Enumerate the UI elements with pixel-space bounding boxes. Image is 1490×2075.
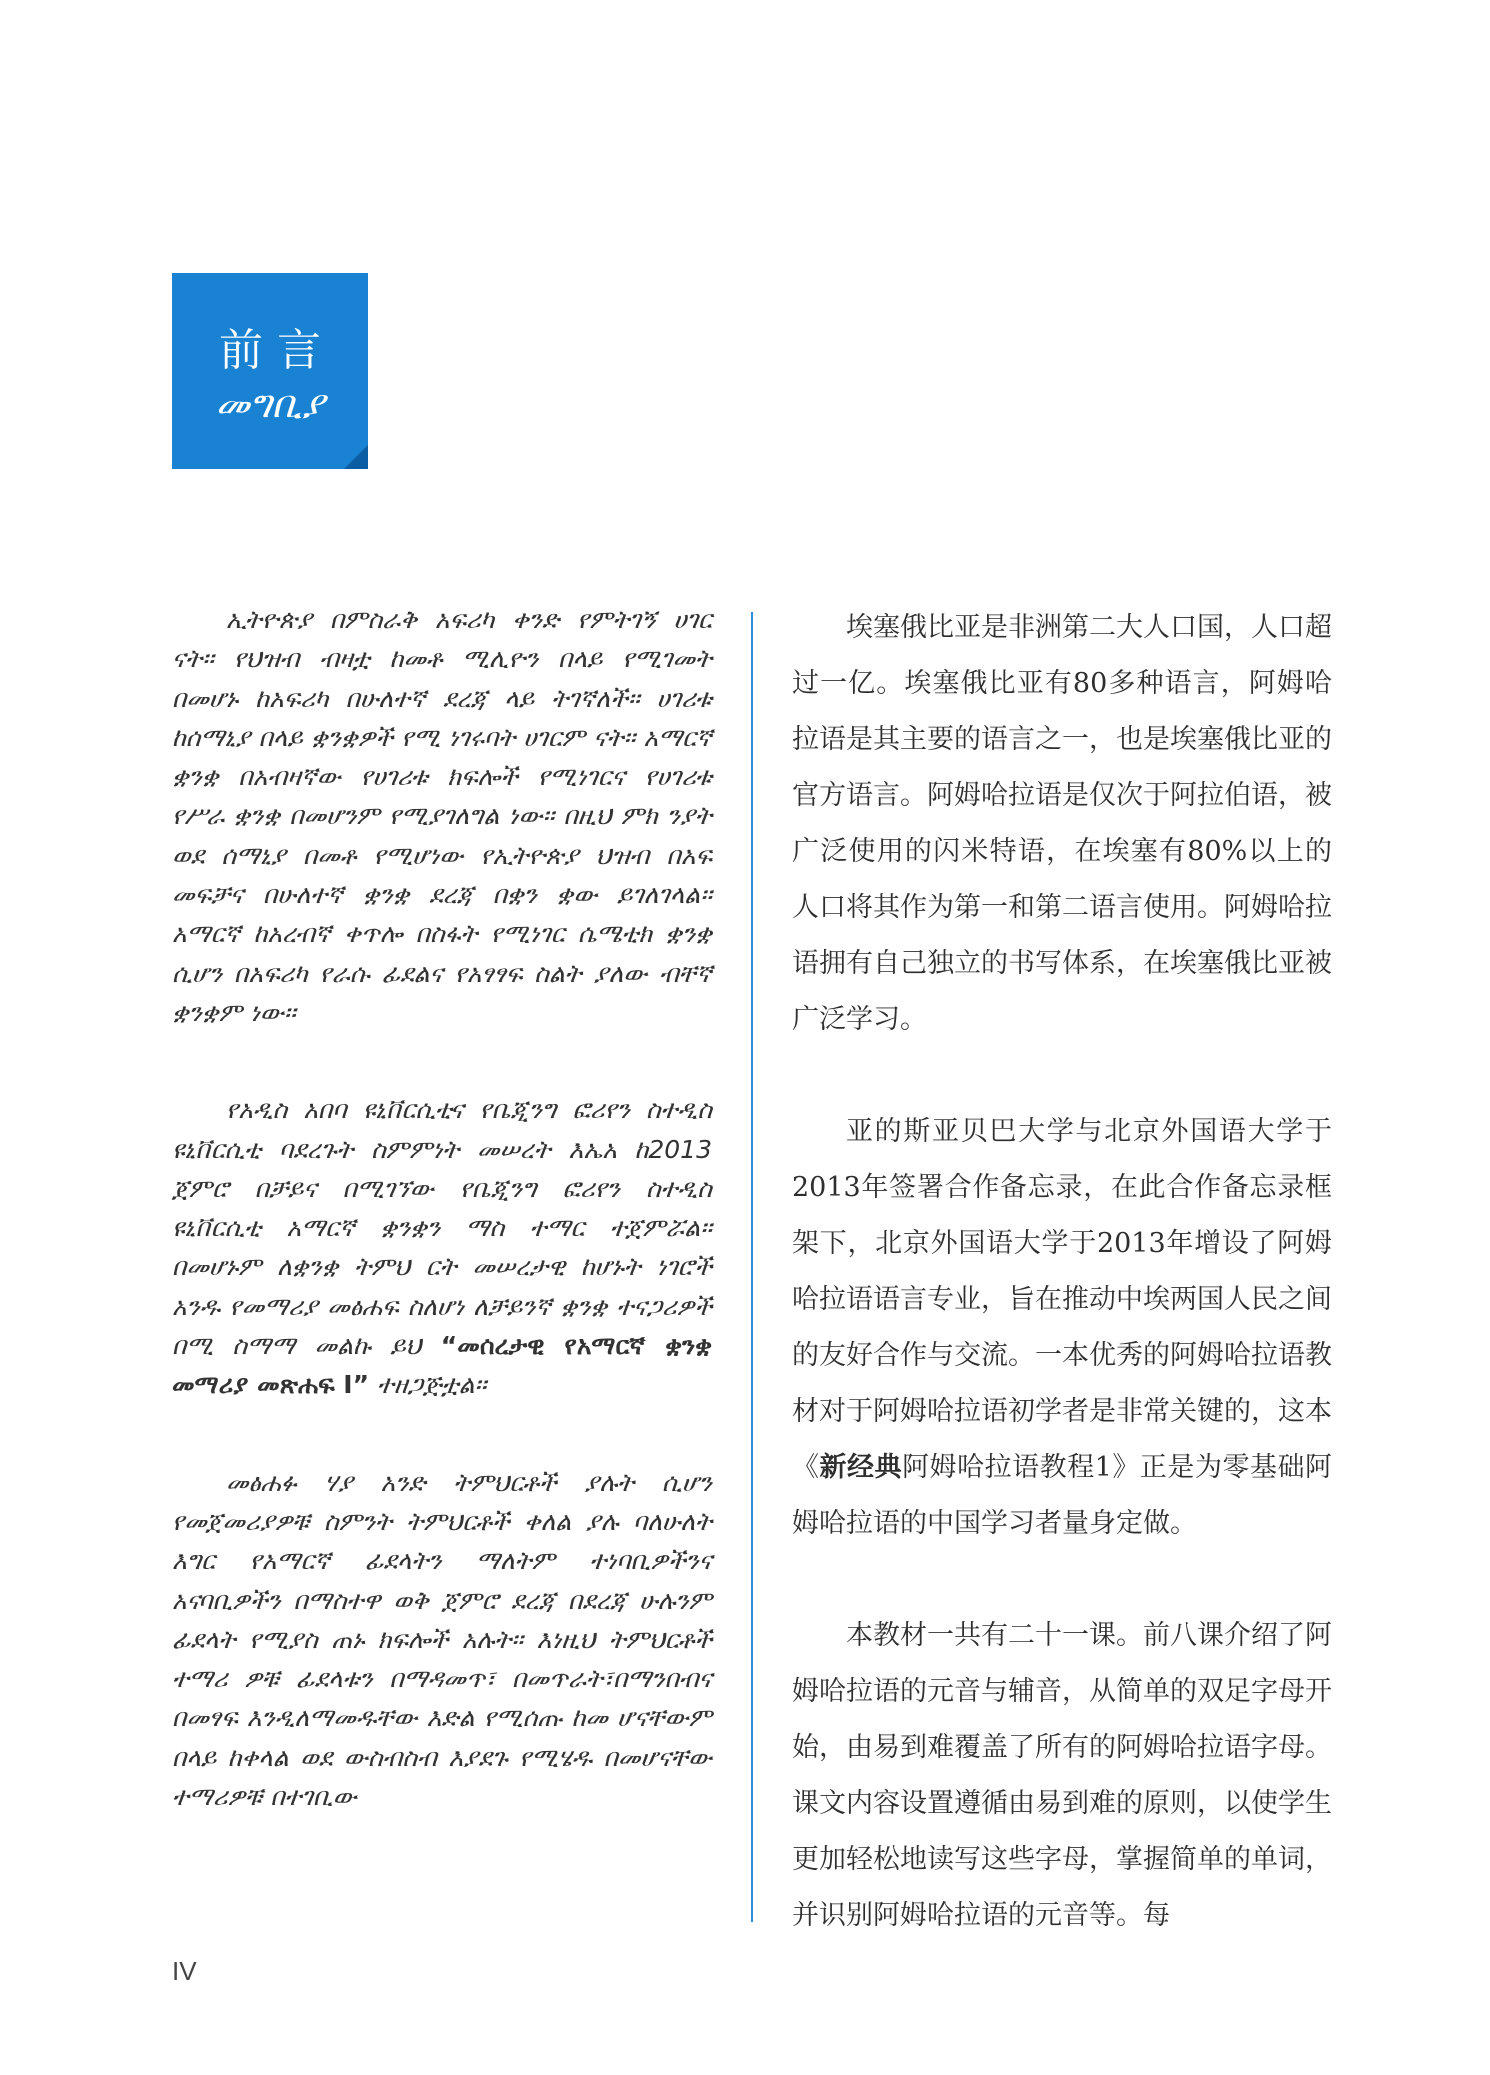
heading-chinese: 前言: [219, 325, 335, 376]
amharic-paragraph-2: [172, 1090, 712, 1404]
section-heading-box: [172, 273, 368, 469]
chinese-paragraph-2-end: 阿姆哈拉语教程1》正是为零基础阿姆哈拉语的中国学习者量身定做。: [792, 1452, 1333, 1539]
chinese-paragraph-1: 埃塞俄比亚是非洲第二大人口国，人口超过一亿。埃塞俄比亚有80多种语言，阿姆哈拉语是其主要的语言之一，也是埃塞俄比亚的官方语言。阿姆哈拉语是仅次于阿拉伯语，被广泛使用的闪米特语，在埃塞有80%以上的人口将其作为第一和第二语言使用。阿姆哈拉语拥有自己独立的书写体系，在埃塞俄比亚被广泛学习。: [792, 612, 1332, 1035]
amharic-paragraph-2-end: ተዘጋጅቷል፡፡: [369, 1370, 487, 1400]
corner-fold: [344, 445, 368, 469]
amharic-paragraph-1: ኢትዮጵያ በምስራቅ አፍሪካ ቀንድ የምትገኝ ሀገር ናት፡፡ የህዝብ ብዛቷ ከመቶ ሚሊዮን በላይ የሚገመት በመሆኑ ከአፍሪካ በሁለተኛ ደረጃ ላይ ትገኛለች፡፡ ሀገሪቱ ከሰማኒያ በላይ ቋንቋዎች የሚ ነገሩባት ሀገርም ናት፡፡ አማርኛ ቋንቋ በአብዛኛው የሀገሪቱ ክፍሎች የሚነገርና የሀገሪቱ የሥራ ቋንቋ በመሆንም የሚያገለግል ነው፡፡ በዚህ ምክ ንያት ወደ ሰማኒያ በመቶ የሚሆነው የኢትዮጵያ ህዝብ በአፍ መፍቻና በሁለተኛ ቋንቋ ደረጃ በቋን ቋው ይገለገላል፡፡ አማርኛ ከአረብኛ ቀጥሎ በስፋት የሚነገር ሴሜቲክ ቋንቋ ሲሆን በአፍሪካ የራሱ ፊደልና የአፃፃፍ ስልት ያለው ብቸኛ ቋንቋም ነው፡፡: [172, 605, 712, 1027]
book-title-amharic: “መሰረታዊ የአማርኛ ቋንቋ መማሪያ መጽሐፍ Ⅰ”: [172, 1331, 712, 1400]
chinese-paragraph-2: [792, 1104, 1332, 1552]
chinese-column: [792, 600, 1332, 2000]
heading-amharic: መግቢያ: [215, 382, 325, 426]
chinese-paragraph-2-text: 亚的斯亚贝巴大学与北京外国语大学于2013年签署合作备忘录，在此合作备忘录框架下，北京外国语大学于2013年增设了阿姆哈拉语语言专业，旨在推动中埃两国人民之间的友好合作与交流。一本优秀的阿姆哈拉语教材对于阿姆哈拉语初学者是非常关键的，这本《: [792, 1116, 1332, 1483]
page-number: IV: [172, 1956, 197, 1986]
chinese-paragraph-3: 本教材一共有二十一课。前八课介绍了阿姆哈拉语的元音与辅音，从简单的双足字母开始，由易到难覆盖了所有的阿姆哈拉语字母。课文内容设置遵循由易到难的原则，以使学生更加轻松地读写这些字母，掌握简单的单词，并识别阿姆哈拉语的元音等。每: [792, 1620, 1332, 1931]
book-title-chinese: 新经典: [819, 1452, 903, 1483]
amharic-paragraph-3: መፅሐፉ ሃያ አንድ ትምህርቶች ያሉት ሲሆን የመጀመሪያዎቹ ስምንት ትምህርቶች ቀለል ያሉ ባለሁለት እግር የአማርኛ ፊደላትን ማለትም ተነባቢዎችንና አናባቢዎችን በማስተዋ ወቅ ጀምሮ ደረጃ በደረጃ ሁሉንም ፊደላት የሚያስ ጠኑ ክፍሎች አሉት፡፡ እነዚህ ትምህርቶች ተማሪ ዎቹ ፊደላቱን በማዳመጥ፣ በመጥራት፣በማንበብና በመፃፍ እንዲለማመዱቸው እድል የሚሰጡ ከመ ሆናቸውም በላይ ከቀላል ወደ ውስብስብ እያደጉ የሚሄዱ በመሆናቸው ተማሪዎቹ በተገቢው: [172, 1467, 712, 1812]
column-divider: [751, 612, 753, 1922]
amharic-paragraph-2-text: የአዲስ አበባ ዩኒቨርሲቲና የቤጂንግ ፎሪየን ስተዲስ ዩኒቨርሲቲ ባደረጉት ስምምነት መሠረት እኤአ ከ2013 ጀምሮ በቻይና በሚገኘው የቤጂንግ ፎሪየን ስተዲስ ዩኒቨርሲቲ አማርኛ ቋንቋን ማስ ተማር ተጀምሯል፡፡ በመሆኑም ለቋንቋ ትምህ ርት መሠረታዊ ከሆኑት ነገሮች አንዱ የመማሪያ መፅሐፍ ስለሆነ ለቻይንኛ ቋንቋ ተናጋሪዎች በሚ ስማማ መልኩ ይህ: [172, 1095, 712, 1361]
amharic-column: [172, 600, 712, 1874]
